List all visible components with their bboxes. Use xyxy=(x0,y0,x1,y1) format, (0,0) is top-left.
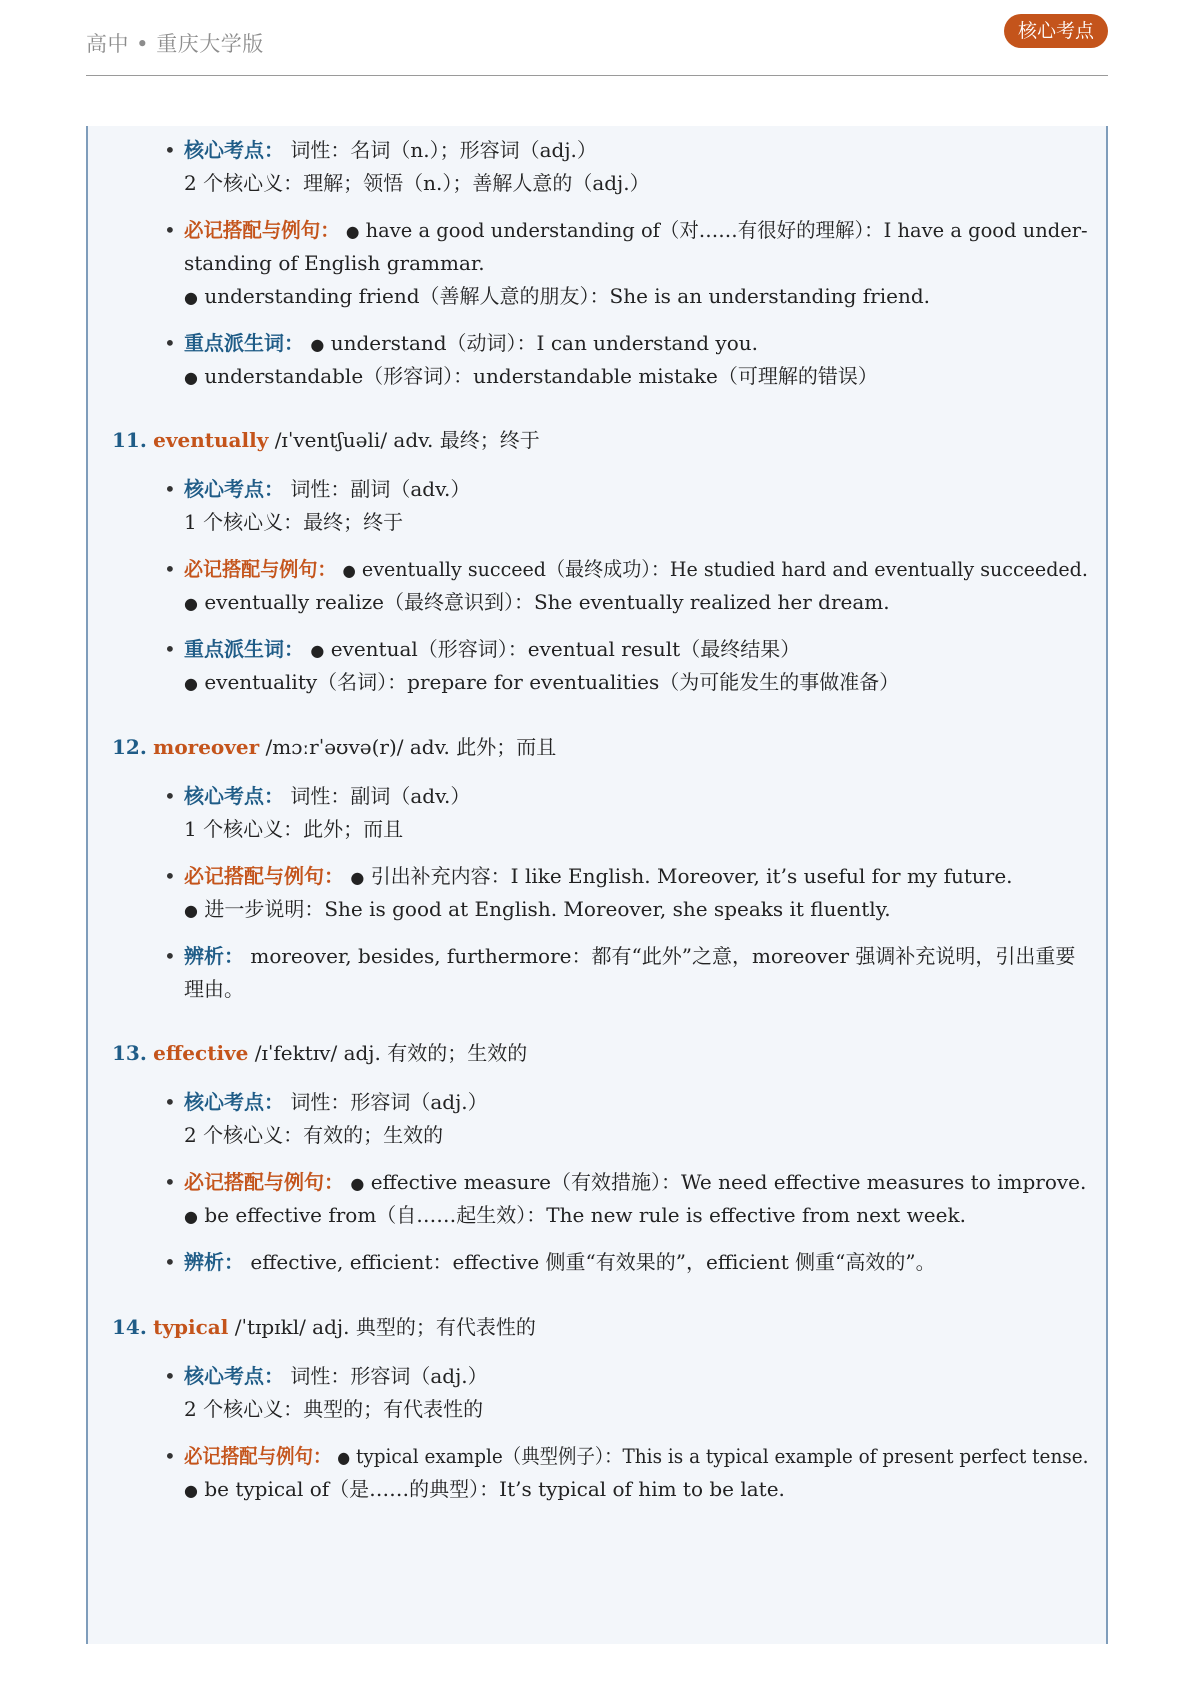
content-panel xyxy=(86,126,1108,1644)
collocation-line xyxy=(184,861,1013,893)
core-point-line xyxy=(184,1087,488,1117)
dot-icon: ● xyxy=(184,1207,198,1226)
collocation-text: standing of English grammar. xyxy=(184,251,485,275)
collocation-label: 必记搭配与例句： xyxy=(184,864,344,888)
collocation-line xyxy=(184,894,891,926)
core-point-line xyxy=(184,1361,488,1391)
core-point-label: 核心考点： xyxy=(184,477,284,501)
bullet-icon: • xyxy=(164,1090,176,1114)
core-point-pos: 词性：形容词（adj.） xyxy=(290,1364,488,1388)
dot-icon: ● xyxy=(184,1481,198,1500)
collocation-label: 必记搭配与例句： xyxy=(184,557,337,581)
derivative-text: understandable（形容词）：understandable mistake（可理解的错误） xyxy=(204,364,878,388)
core-point-line xyxy=(184,474,470,504)
derivative-text: understand（动词）：I can understand you. xyxy=(330,331,758,355)
entry-definition: /ɪˈfektɪv/ adj. 有效的；生效的 xyxy=(254,1041,528,1065)
collocation-line xyxy=(184,554,1088,586)
core-point-line xyxy=(184,135,597,165)
core-point-pos: 词性：形容词（adj.） xyxy=(290,1090,488,1114)
derivative-line xyxy=(184,328,758,360)
derivative-line xyxy=(184,634,800,666)
collocation-label: 必记搭配与例句： xyxy=(184,1444,332,1468)
collocation-text: 引出补充内容：I like English. Moreover, it’s useful for my future. xyxy=(370,864,1013,888)
derivative-label: 重点派生词： xyxy=(184,637,304,661)
dot-icon: ● xyxy=(337,1448,351,1467)
derivative-text: eventuality（名词）：prepare for eventualities（为可能发生的事做准备） xyxy=(204,670,900,694)
collocation-text: be effective from（自……起生效）：The new rule is effective from next week. xyxy=(204,1203,966,1227)
entry-number: 11. xyxy=(112,428,147,452)
entry-number: 12. xyxy=(112,735,147,759)
collocation-line xyxy=(184,1167,1086,1199)
collocation-text: 进一步说明：She is good at English. Moreover, she speaks it fluently. xyxy=(204,897,891,921)
entry-heading xyxy=(112,1038,527,1068)
bullet-icon: • xyxy=(164,218,176,242)
core-meaning: 2 个核心义：典型的；有代表性的 xyxy=(184,1397,484,1421)
bullet-icon: • xyxy=(164,557,176,581)
core-point-line xyxy=(184,781,470,811)
entry-heading xyxy=(112,732,556,762)
entry-definition: /ɪˈventʃuəli/ adv. 最终；终于 xyxy=(274,428,540,452)
collocation-line xyxy=(184,281,930,313)
core-point-label: 核心考点： xyxy=(184,138,284,162)
analysis-text: effective, efficient：effective 侧重“有效果的”，efficient 侧重“高效的”。 xyxy=(250,1250,936,1274)
bullet-icon: • xyxy=(164,477,176,501)
collocation-text: be typical of（是……的典型）：It’s typical of him to be late. xyxy=(204,1477,785,1501)
dot-icon: ● xyxy=(184,901,198,920)
dot-icon: ● xyxy=(184,288,198,307)
dot-icon: ● xyxy=(310,641,325,660)
collocation-label: 必记搭配与例句： xyxy=(184,218,340,242)
analysis-line xyxy=(184,1247,936,1277)
header-title: 高中 • 重庆大学版 xyxy=(86,32,264,56)
entry-definition: /ˈtɪpɪkl/ adj. 典型的；有代表性的 xyxy=(234,1315,536,1339)
core-point-label: 核心考点： xyxy=(184,784,284,808)
collocation-text: effective measure（有效措施）：We need effective measures to improve. xyxy=(370,1170,1087,1194)
core-meaning: 1 个核心义：最终；终于 xyxy=(184,510,404,534)
analysis-text: 理由。 xyxy=(184,977,244,1001)
bullet-icon: • xyxy=(164,944,176,968)
collocation-text: understanding friend（善解人意的朋友）：She is an understanding friend. xyxy=(204,284,931,308)
analysis-line xyxy=(184,941,1075,971)
collocation-text: eventually succeed（最终成功）：He studied hard and eventually succeeded. xyxy=(361,557,1088,581)
derivative-text: eventual（形容词）：eventual result（最终结果） xyxy=(330,637,801,661)
analysis-label: 辨析： xyxy=(184,944,244,968)
collocation-line xyxy=(184,587,890,619)
bullet-icon: • xyxy=(164,1364,176,1388)
bullet-icon: • xyxy=(164,1250,176,1274)
core-point-pos: 词性：副词（adv.） xyxy=(290,477,471,501)
derivative-line xyxy=(184,667,899,699)
derivative-label: 重点派生词： xyxy=(184,331,304,355)
dot-icon: ● xyxy=(184,368,198,387)
collocation-line xyxy=(184,1441,1089,1473)
bullet-icon: • xyxy=(164,784,176,808)
bullet-icon: • xyxy=(164,637,176,661)
entry-word: moreover xyxy=(153,735,260,759)
analysis-label: 辨析： xyxy=(184,1250,244,1274)
bullet-icon: • xyxy=(164,1444,176,1468)
collocation-text: typical example（典型例子）：This is a typical example of present perfect tense. xyxy=(355,1444,1089,1468)
entry-definition: /mɔːrˈəʊvə(r)/ adv. 此外；而且 xyxy=(265,735,557,759)
core-point-label: 核心考点： xyxy=(184,1090,284,1114)
bullet-icon: • xyxy=(164,138,176,162)
dot-icon: ● xyxy=(342,561,356,580)
dot-icon: ● xyxy=(345,222,360,241)
dot-icon: ● xyxy=(310,335,325,354)
collocation-line xyxy=(184,1200,966,1232)
entry-word: effective xyxy=(153,1041,249,1065)
entry-heading xyxy=(112,425,540,455)
bullet-icon: • xyxy=(164,864,176,888)
core-meaning: 1 个核心义：此外；而且 xyxy=(184,817,404,841)
collocation-text: have a good understanding of（对……有很好的理解）：I have a good under- xyxy=(365,218,1088,242)
bullet-icon: • xyxy=(164,1170,176,1194)
collocation-label: 必记搭配与例句： xyxy=(184,1170,344,1194)
dot-icon: ● xyxy=(184,674,198,693)
collocation-line xyxy=(184,215,1088,247)
dot-icon: ● xyxy=(184,594,198,613)
entry-word: eventually xyxy=(153,428,269,452)
entry-number: 14. xyxy=(112,1315,147,1339)
core-point-pos: 词性：副词（adv.） xyxy=(290,784,471,808)
collocation-line xyxy=(184,1474,785,1506)
entry-heading xyxy=(112,1312,536,1342)
collocation-text: eventually realize（最终意识到）：She eventually realized her dream. xyxy=(204,590,890,614)
bullet-icon: • xyxy=(164,331,176,355)
dot-icon: ● xyxy=(350,868,365,887)
dot-icon: ● xyxy=(350,1174,365,1193)
core-point-pos: 词性：名词（n.）；形容词（adj.） xyxy=(290,138,597,162)
page-header xyxy=(86,14,1108,76)
core-meaning: 2 个核心义：有效的；生效的 xyxy=(184,1123,444,1147)
core-point-label: 核心考点： xyxy=(184,1364,284,1388)
core-meaning: 2 个核心义：理解；领悟（n.）；善解人意的（adj.） xyxy=(184,171,650,195)
analysis-text: moreover, besides, furthermore：都有“此外”之意，moreover 强调补充说明，引出重要 xyxy=(250,944,1076,968)
entry-word: typical xyxy=(153,1315,229,1339)
header-badge: 核心考点 xyxy=(1004,14,1108,48)
derivative-line xyxy=(184,361,878,393)
entry-number: 13. xyxy=(112,1041,147,1065)
